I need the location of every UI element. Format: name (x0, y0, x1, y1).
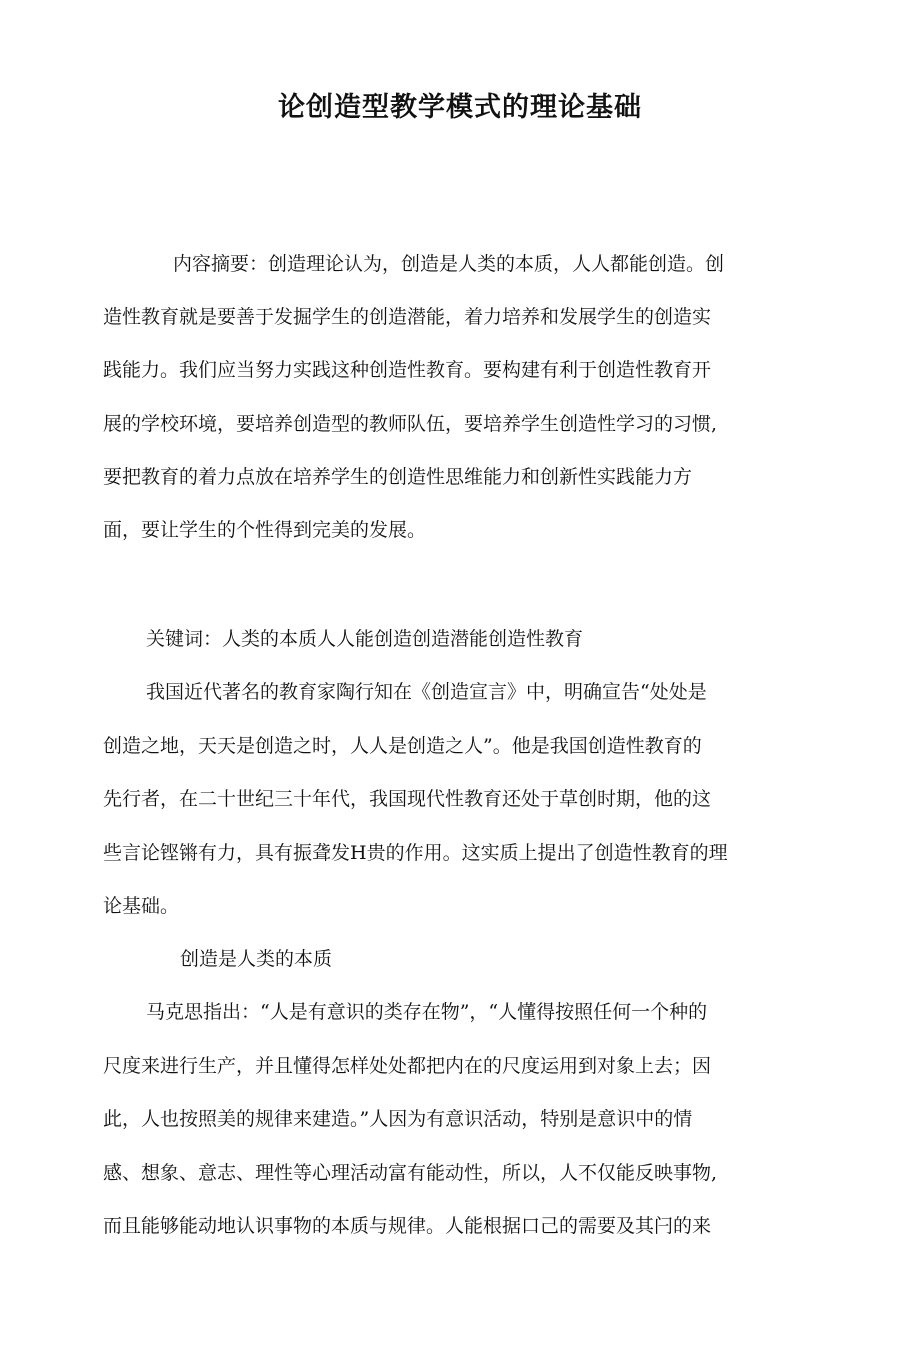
abstract-line: 造性教育就是要善于发掘学生的创造潜能，着力培养和发展学生的创造实 (103, 306, 712, 328)
keywords: 关键词：人类的本质人人能创造创造潜能创造性教育 (146, 628, 584, 650)
paragraph-line: 此，人也按照美的规律来建造。”人因为有意识活动，特别是意识中的情 (103, 1108, 693, 1130)
abstract-line: 要把教育的着力点放在培养学生的创造性思维能力和创新性实践能力方 (103, 466, 693, 488)
paragraph-line: 先行者，在二十世纪三十年代，我国现代性教育还处于草创时期，他的这 (103, 788, 712, 810)
abstract-line: 面，要让学生的个性得到完美的发展。 (103, 519, 427, 541)
section-heading: 创造是人类的本质 (180, 948, 333, 970)
document-title: 论创造型教学模式的理论基础 (278, 92, 642, 123)
abstract-line: 践能力。我们应当努力实践这种创造性教育。要构建有利于创造性教育开 (103, 359, 712, 381)
paragraph-line: 马克思指出：“人是有意识的类存在物”，“人懂得按照任何一个种的 (146, 1001, 708, 1023)
paragraph-line: 论基础。 (103, 895, 180, 917)
paragraph-line: 感、想象、意志、理性等心理活动富有能动性，所以，人不仅能反映事物, (103, 1162, 718, 1184)
paragraph-line: 尺度来进行生产，并且懂得怎样处处都把内在的尺度运用到对象上去；因 (103, 1055, 712, 1077)
abstract-line: 内容摘要：创造理论认为，创造是人类的本质，人人都能创造。创 (173, 253, 725, 275)
paragraph-line: 创造之地，天天是创造之时，人人是创造之人”。他是我国创造性教育的 (103, 735, 702, 757)
abstract-line: 展的学校环境，要培养创造型的教师队伍，要培养学生创造性学习的习惯, (103, 413, 718, 435)
paragraph-line: 而且能够能动地认识事物的本质与规律。人能根据口己的需要及其闩的来 (103, 1215, 712, 1237)
paragraph-line: 些言论铿锵有力，具有振聋发H贵的作用。这实质上提出了创造性教育的理 (103, 842, 728, 864)
paragraph-line: 我国近代著名的教育家陶行知在《创造宣言》中，明确宣告“处处是 (146, 681, 707, 703)
